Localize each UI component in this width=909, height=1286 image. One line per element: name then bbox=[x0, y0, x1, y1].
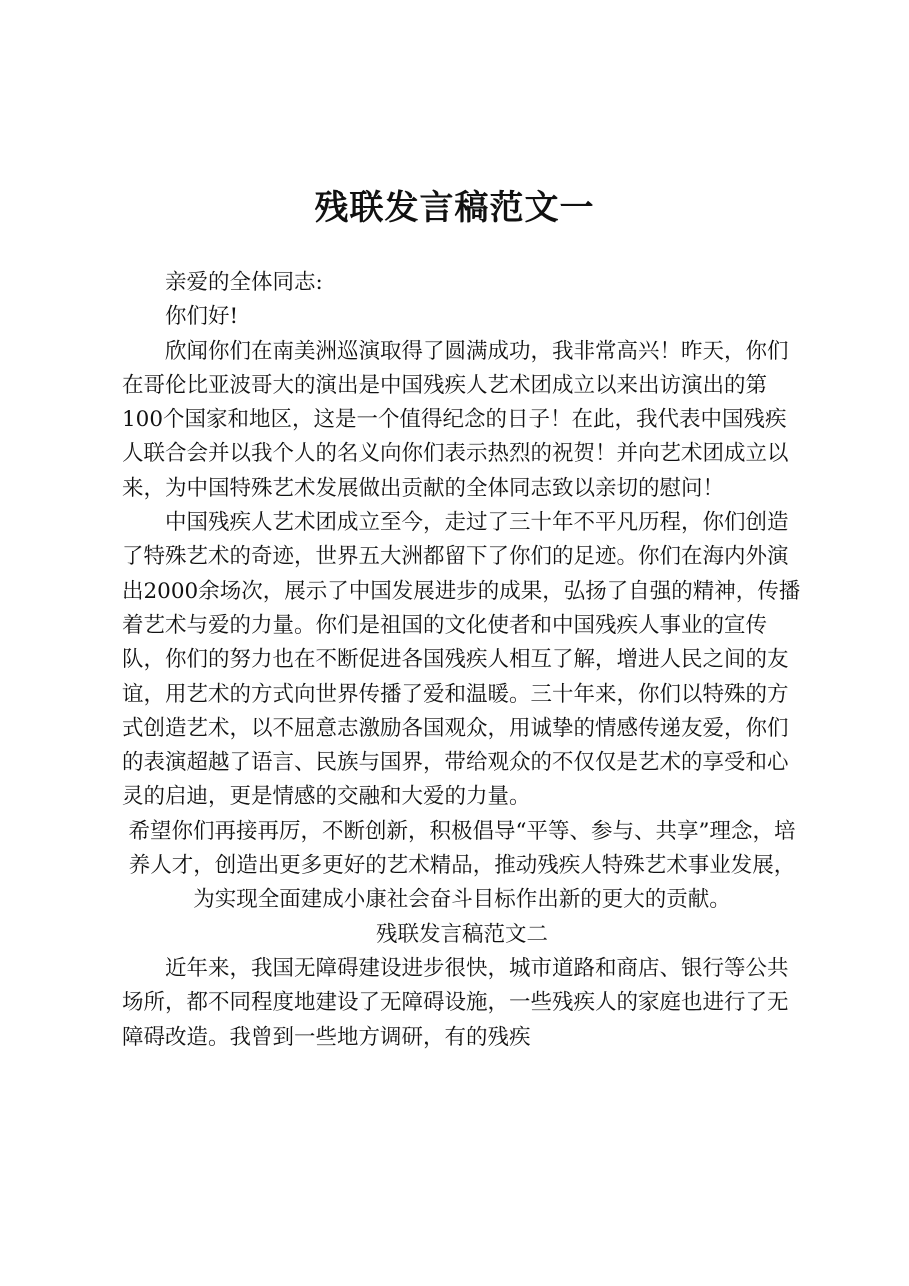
body-paragraph: 中国残疾人艺术团成立至今，走过了三十年不平凡历程，你们创造了特殊艺术的奇迹，世界五大洲都留下了你们的足迹。你们在海内外演出2000余场次，展示了中国发展进步的成果，弘扬了自强的精神，传播着艺术与爱的力量。你们是祖国的文化使者和中国残疾人事业的宣传队，你们的努力也在不断促进各国残疾人相互了解，增进人民之间的友谊，用艺术的方式向世界传播了爱和温暖。三十年来，你们以特殊的方式创造艺术，以不屈意志激励各国观众，用诚挚的情感传递友爱，你们的表演超越了语言、民族与国界，带给观众的不仅仅是艺术的享受和心灵的启迪，更是情感的交融和大爱的力量。 bbox=[122, 510, 801, 810]
closing-paragraph: 希望你们再接再厉，不断创新，积极倡导“平等、参与、共享”理念，培养人才，创造出更多更好的艺术精品，推动残疾人特殊艺术事业发展，为实现全面建成小康社会奋斗目标作出新的更大的贡献。 bbox=[128, 818, 796, 913]
salutation: 亲爱的全体同志: bbox=[165, 270, 323, 295]
body-paragraph: 欣闻你们在南美洲巡演取得了圆满成功，我非常高兴！昨天，你们在哥伦比亚波哥大的演出是中国残疾人艺术团成立以来出访演出的第100个国家和地区，这是一个值得纪念的日子！在此，我代表中国残疾人联合会并以我个人的名义向你们表示热烈的祝贺！并向艺术团成立以来，为中国特殊艺术发展做出贡献的全体同志致以亲切的慰问！ bbox=[122, 338, 789, 501]
body-paragraph: 近年来，我国无障碍建设进步很快，城市道路和商店、银行等公共场所，都不同程度地建设了无障碍设施，一些残疾人的家庭也进行了无障碍改造。我曾到一些地方调研，有的残疾 bbox=[122, 955, 789, 1050]
section-subtitle: 残联发言稿范文二 bbox=[375, 921, 548, 947]
document-title: 残联发言稿范文一 bbox=[314, 188, 595, 228]
document-body bbox=[122, 266, 802, 1055]
greeting: 你们好! bbox=[165, 304, 239, 330]
